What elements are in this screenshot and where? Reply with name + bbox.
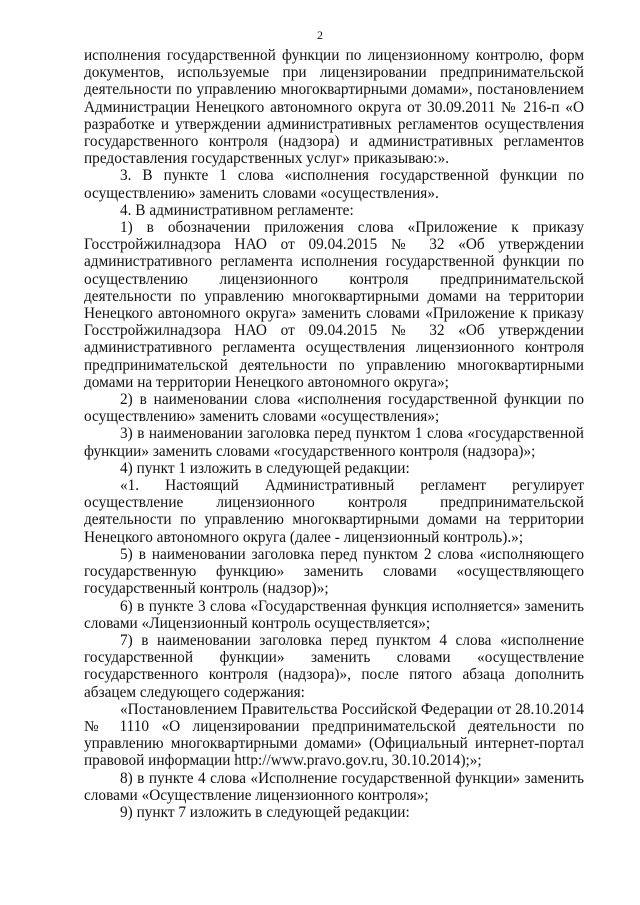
paragraph-continuation: исполнения государственной функции по лицензионному контролю, форм документов, используемые при лицензировании предпринимательской деятельности по управлению многоквартирными домами», постановлением Администрации Ненецкого автономного округа от 30.09.2011 № 216-п «О разработке и утверждении административных регламентов осуществления государственного контроля (надзора) и административных регламентов предоставления государственных услуг» приказываю:». xyxy=(84,47,584,168)
paragraph-subitem-2: 2) в наименовании слова «исполнения государственной функции по осуществлению» заменить словами «осуществления»; xyxy=(84,391,584,426)
paragraph-item-4: 4. В административном регламенте: xyxy=(120,201,354,219)
paragraph-subitem-7: 7) в наименовании заголовка перед пунктом 4 слова «исполнение государственной функции» заменить словами «осуществление государственного контроля (надзора)», после пятого абзаца дополнить абзацем следующего содержания: xyxy=(84,631,584,701)
paragraph-subitem-9: 9) пункт 7 изложить в следующей редакции: xyxy=(120,803,410,821)
paragraph-subitem-6: 6) в пункте 3 слова «Государственная функция исполняется» заменить словами «Лицензионный контроль осуществляется»; xyxy=(84,597,584,632)
paragraph-quote-2: «Постановлением Правительства Российской Федерации от 28.10.2014 № 1110 «О лицензировании предпринимательской деятельности по управлению многоквартирными домами» (Официальный интернет-портал правовой информации http://www.pravo.gov.ru, 30.10.2014);»; xyxy=(84,700,584,770)
paragraph-item-3: 3. В пункте 1 слова «исполнения государственной функции по осуществлению» заменить словами «осуществления». xyxy=(84,167,584,202)
paragraph-subitem-3: 3) в наименовании заголовка перед пунктом 1 слова «государственной функции» заменить словами «государственного контроля (надзора)»; xyxy=(84,425,584,460)
paragraph-quote-1: «1. Настоящий Административный регламент регулирует осуществление лицензионного контроля предпринимательской деятельности по управлению многоквартирными домами на территории Ненецкого автономного округа (далее - лицензионный контроль).»; xyxy=(84,477,584,546)
paragraph-subitem-1: 1) в обозначении приложения слова «Приложение к приказу Госстройжилнадзора НАО от 09.04.2015 № 32 «Об утверждении административного регламента исполнения государственной функции по осуществлению лицензионного контроля предпринимательской деятельности по управлению многоквартирными домами на территории Ненецкого автономного округа» заменить словами «Приложение к приказу Госстройжилнадзора НАО от 09.04.2015 № 32 «Об утверждении административного регламента осуществления лицензионного контроля предпринимательской деятельности по управлению многоквартирными домами на территории Ненецкого автономного округа»; xyxy=(84,219,584,391)
paragraph-subitem-4: 4) пункт 1 изложить в следующей редакции: xyxy=(120,459,410,477)
paragraph-subitem-8: 8) в пункте 4 слова «Исполнение государственной функции» заменить словами «Осуществление лицензионного контроля»; xyxy=(84,769,584,804)
page-number: 2 xyxy=(317,28,323,42)
paragraph-subitem-5: 5) в наименовании заголовка перед пунктом 2 слова «исполняющего государственную функцию» заменить словами «осуществляющего государственный контроль (надзор)»; xyxy=(84,545,584,598)
document-body xyxy=(84,47,584,821)
